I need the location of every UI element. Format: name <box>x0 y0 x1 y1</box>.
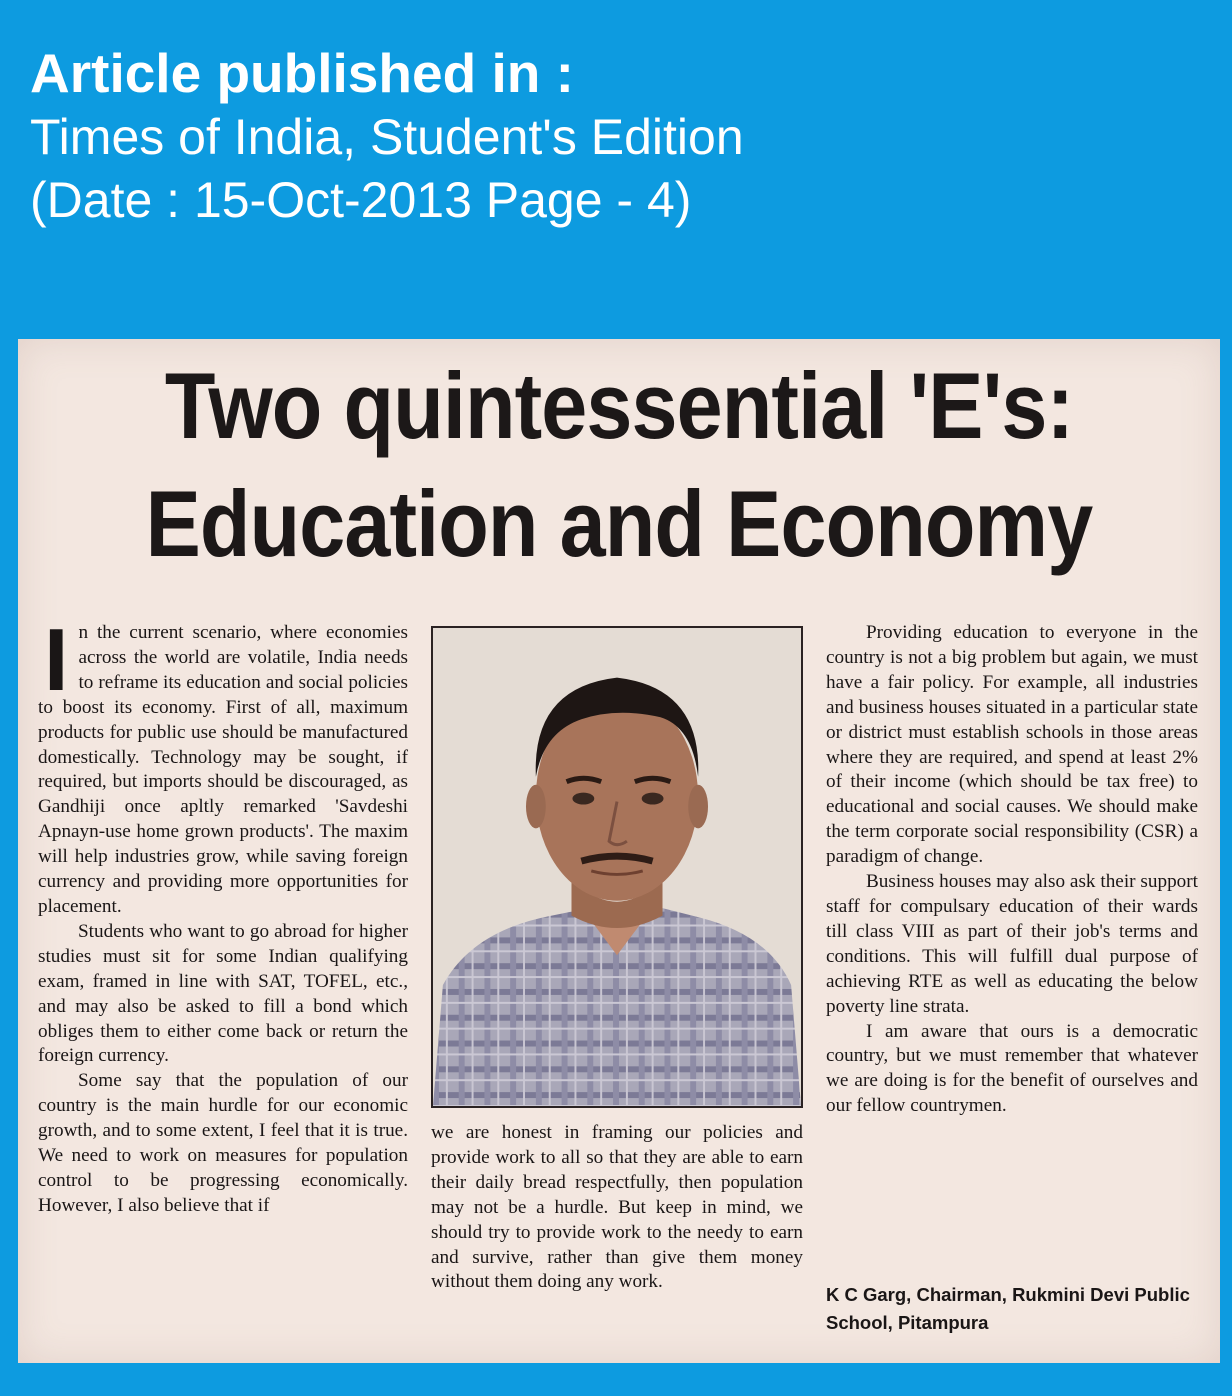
article-column-3 <box>826 621 1198 1119</box>
portrait-image <box>433 628 801 1106</box>
author-photo <box>431 626 803 1108</box>
headline-line-2: Education and Economy <box>145 471 1093 576</box>
article-column-1 <box>38 610 408 1219</box>
article-column-2 <box>431 1121 803 1295</box>
col1-paragraph-1 <box>38 610 408 920</box>
col1-paragraph-3: Some say that the population of our country is the main hurdle for our economic growth, and to some extent, I feel that it is true. We need to work on measures for population control to be progressing economically. However, I also believe that if <box>38 1070 408 1216</box>
byline-line-2: School, Pitampura <box>826 1312 989 1333</box>
drop-cap: I <box>44 610 69 709</box>
header-banner <box>30 40 744 232</box>
banner-publication: Times of India, Student's Edition <box>30 109 744 165</box>
col2-paragraph-1: we are honest in framing our policies and provide work to all so that they are able to earn their daily bread respectfully, then population may not be a hurdle. But keep in mind, we should try to provide work to the needy to earn and survive, rather than give them money without them doing any work. <box>431 1122 803 1293</box>
article-headline <box>90 347 1148 583</box>
banner-title: Article published in : <box>30 42 574 104</box>
col3-paragraph-1: Providing education to everyone in the country is not a big problem but again, we must have a fair policy. For example, all industries and business houses situated in a particular state or district must establish schools in those areas where they are required, and spend at least 2% of their income (which should be tax free) to educational and social causes. We should make the term corporate social responsibility (CSR) a paradigm of change. <box>826 622 1198 868</box>
author-byline <box>826 1281 1206 1337</box>
banner-date-page: (Date : 15-Oct-2013 Page - 4) <box>30 172 692 228</box>
newspaper-clipping <box>18 339 1220 1363</box>
col3-paragraph-3: I am aware that ours is a democratic country, but we must remember that whatever we are doing is for the benefit of ourselves and our fellow countrymen. <box>826 1020 1198 1117</box>
col1-paragraph-1-text: n the current scenario, where economies across the world are volatile, India needs to reframe its education and social policies to boost its economy. First of all, maximum products for public use should be manufactured domestically. Technology may be sought, if required, but imports should be discouraged, as Gandhiji once apltly remarked 'Savdeshi Apnayn-use home grown products'. The maxim will help industries grow, while saving foreign currency and providing more opportunities for placement. <box>38 622 408 917</box>
headline-line-1: Two quintessential 'E's: <box>164 353 1074 458</box>
col1-paragraph-2: Students who want to go abroad for higher studies must sit for some Indian qualifying exam, framed in line with SAT, TOFEL, etc., and may also be asked to fill a bond which obliges them to either come back or return the foreign currency. <box>38 920 408 1067</box>
col3-paragraph-2: Business houses may also ask their support staff for compulsary education of their wards till class VIII as part of their job's terms and conditions. This will fulfill dual purpose of achieving RTE as well as educating the below poverty line strata. <box>826 871 1198 1017</box>
byline-line-1: K C Garg, Chairman, Rukmini Devi Public <box>826 1284 1190 1305</box>
